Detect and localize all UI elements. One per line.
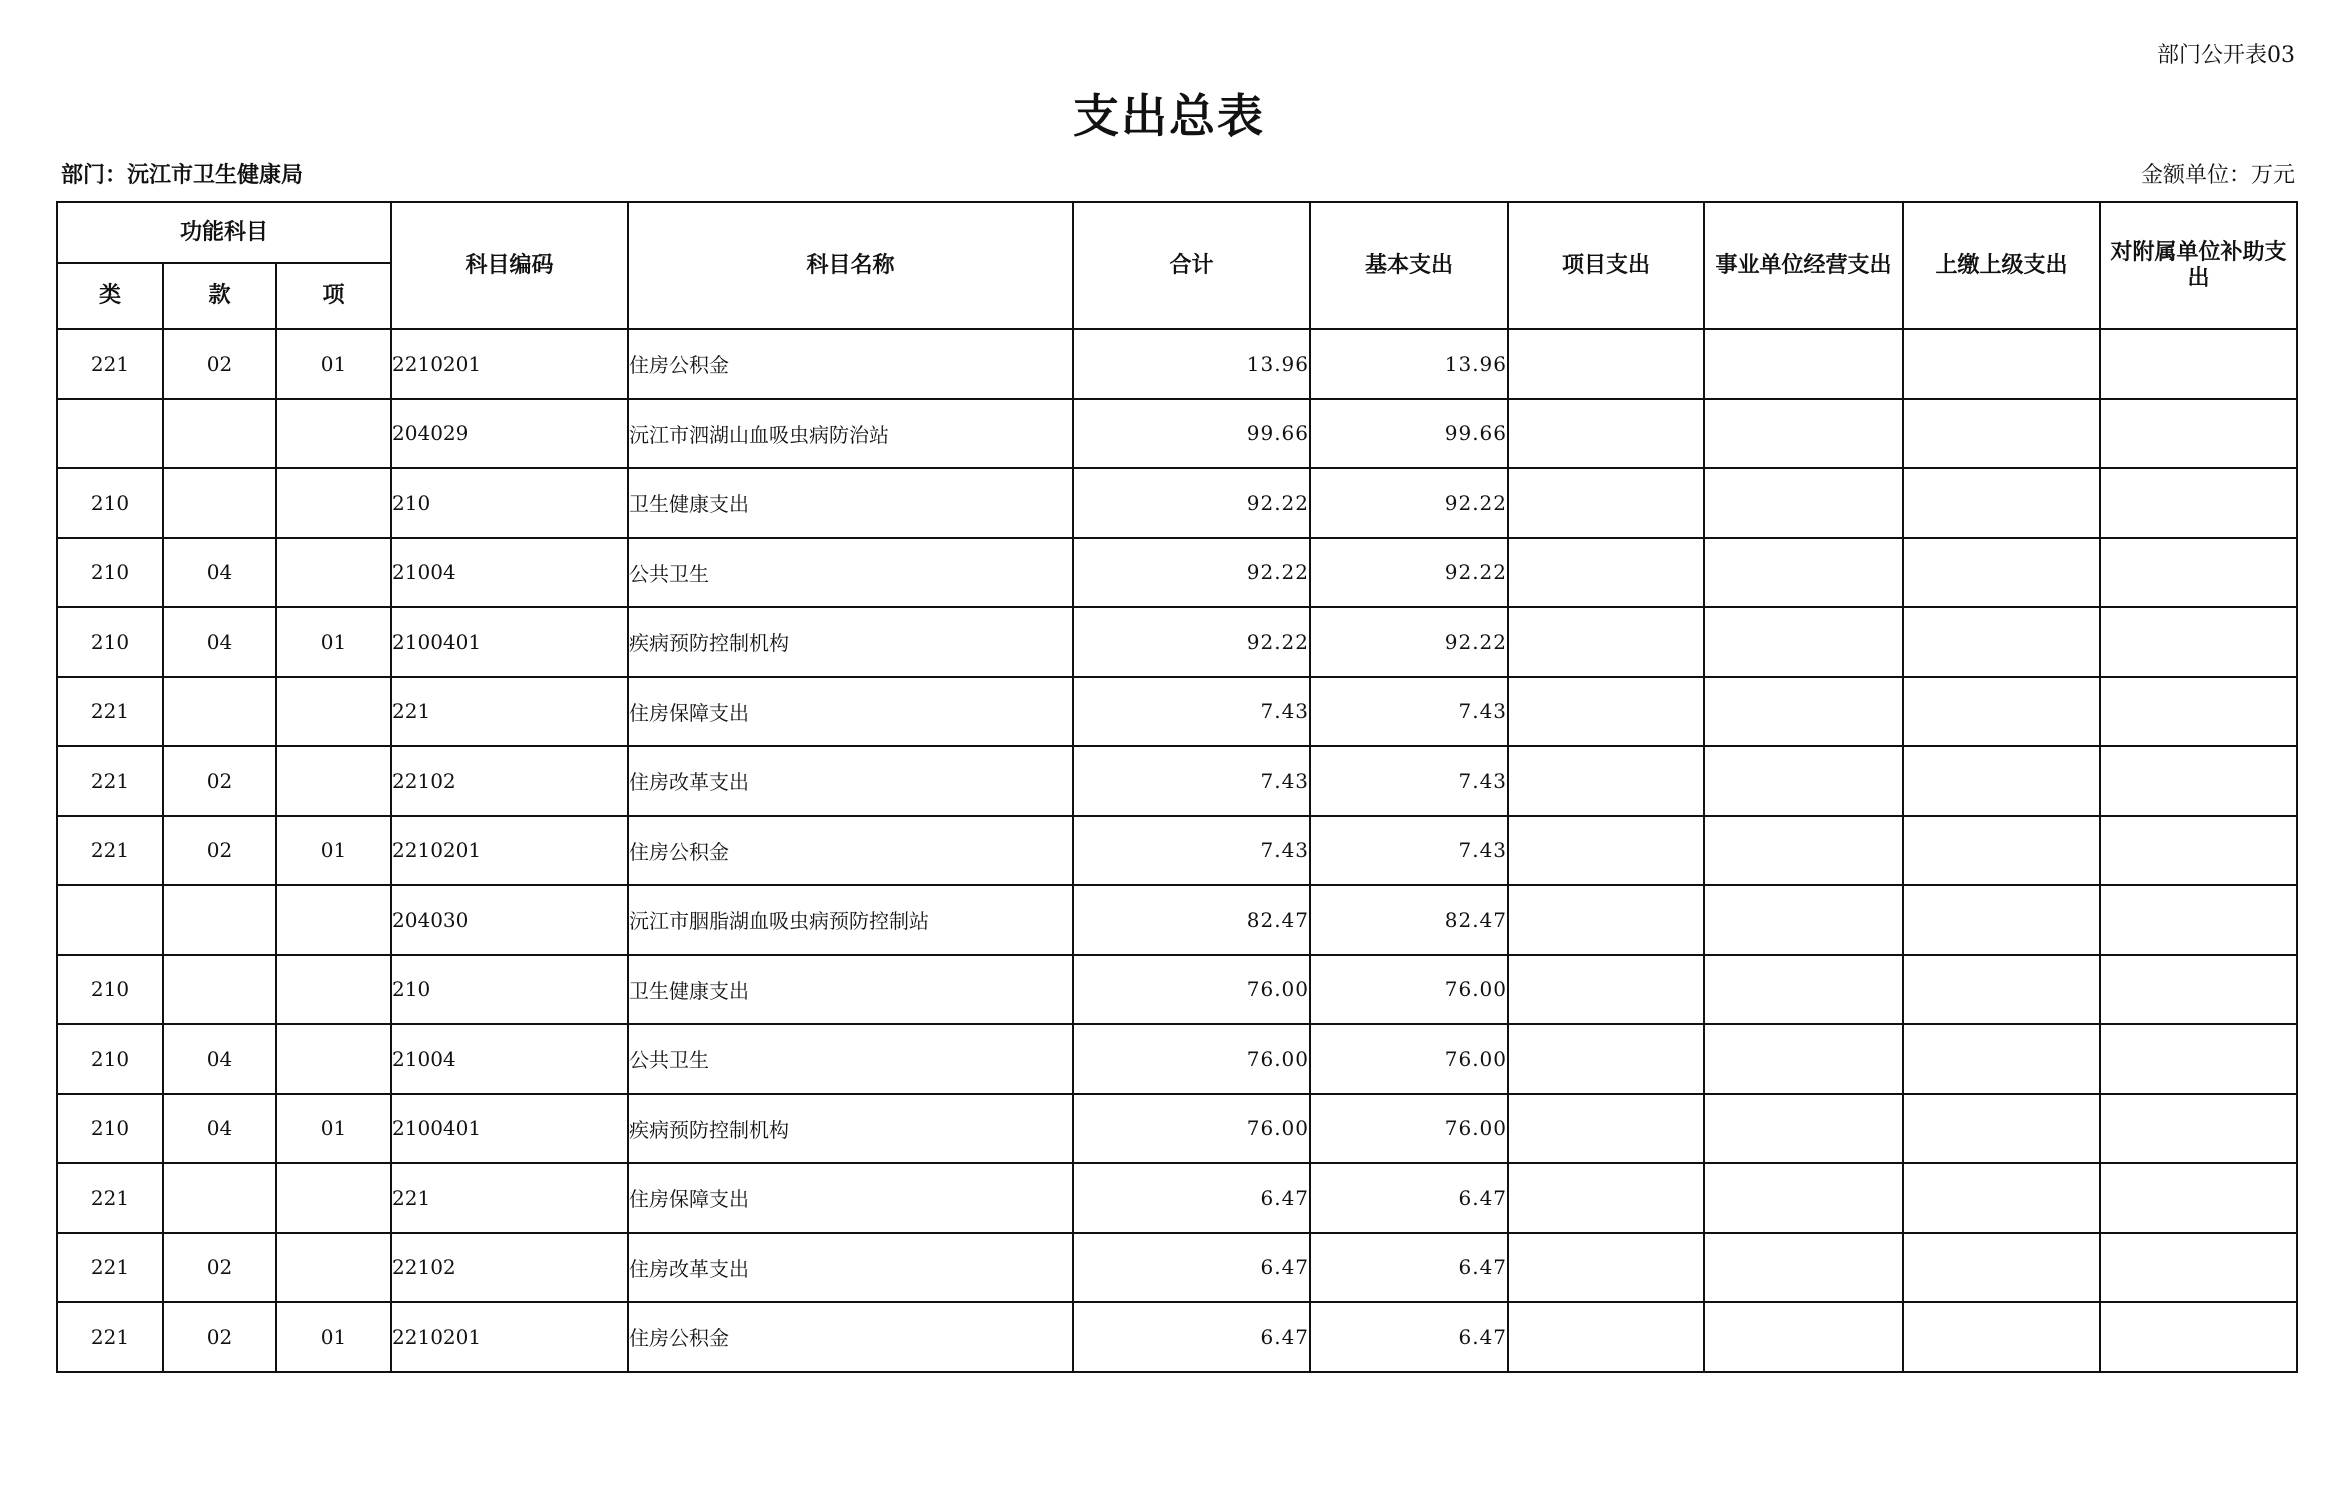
cell-total: 7.43 xyxy=(1073,677,1310,747)
cell-xiang xyxy=(276,538,391,608)
cell-total: 76.00 xyxy=(1073,955,1310,1025)
cell-kuan: 02 xyxy=(163,1233,276,1303)
cell-name: 沅江市胭脂湖血吸虫病预防控制站 xyxy=(628,885,1073,955)
cell-business xyxy=(1704,816,1903,886)
cell-upper xyxy=(1903,955,2100,1025)
table-row xyxy=(57,746,2297,816)
cell-business xyxy=(1704,468,1903,538)
page-title: 支出总表 xyxy=(1073,89,1265,143)
cell-project xyxy=(1508,885,1704,955)
cell-subsidy xyxy=(2100,677,2297,747)
header-upper: 上缴上级支出 xyxy=(1903,202,2100,329)
header-kuan: 款 xyxy=(163,263,276,329)
cell-kuan xyxy=(163,1163,276,1233)
cell-basic: 76.00 xyxy=(1310,955,1508,1025)
cell-name: 住房保障支出 xyxy=(628,1163,1073,1233)
table-row xyxy=(57,538,2297,608)
cell-business xyxy=(1704,1163,1903,1233)
cell-lei: 210 xyxy=(57,955,163,1025)
cell-project xyxy=(1508,1024,1704,1094)
cell-subsidy xyxy=(2100,538,2297,608)
cell-xiang: 01 xyxy=(276,1094,391,1164)
cell-code: 204030 xyxy=(391,885,628,955)
cell-basic: 6.47 xyxy=(1310,1163,1508,1233)
cell-lei: 210 xyxy=(57,468,163,538)
cell-upper xyxy=(1903,1163,2100,1233)
cell-basic: 7.43 xyxy=(1310,677,1508,747)
cell-upper xyxy=(1903,468,2100,538)
cell-project xyxy=(1508,746,1704,816)
table-row xyxy=(57,329,2297,399)
header-total: 合计 xyxy=(1073,202,1310,329)
cell-subsidy xyxy=(2100,329,2297,399)
cell-xiang xyxy=(276,1233,391,1303)
cell-xiang: 01 xyxy=(276,1302,391,1372)
cell-code: 2210201 xyxy=(391,1302,628,1372)
cell-kuan: 04 xyxy=(163,1094,276,1164)
expenditure-table xyxy=(56,201,2298,1373)
cell-basic: 6.47 xyxy=(1310,1233,1508,1303)
cell-name: 公共卫生 xyxy=(628,538,1073,608)
cell-lei xyxy=(57,885,163,955)
cell-project xyxy=(1508,1094,1704,1164)
table-row xyxy=(57,607,2297,677)
cell-name: 住房改革支出 xyxy=(628,746,1073,816)
cell-upper xyxy=(1903,677,2100,747)
cell-business xyxy=(1704,329,1903,399)
cell-basic: 99.66 xyxy=(1310,399,1508,469)
cell-name: 疾病预防控制机构 xyxy=(628,607,1073,677)
cell-subsidy xyxy=(2100,746,2297,816)
cell-kuan: 04 xyxy=(163,538,276,608)
cell-xiang xyxy=(276,677,391,747)
cell-name: 卫生健康支出 xyxy=(628,955,1073,1025)
cell-project xyxy=(1508,955,1704,1025)
cell-business xyxy=(1704,538,1903,608)
table-row xyxy=(57,1302,2297,1372)
cell-kuan xyxy=(163,468,276,538)
cell-lei: 221 xyxy=(57,1163,163,1233)
cell-kuan xyxy=(163,885,276,955)
cell-project xyxy=(1508,1233,1704,1303)
cell-code: 2210201 xyxy=(391,816,628,886)
cell-upper xyxy=(1903,1094,2100,1164)
cell-kuan: 02 xyxy=(163,1302,276,1372)
cell-lei: 221 xyxy=(57,1302,163,1372)
cell-business xyxy=(1704,677,1903,747)
cell-business xyxy=(1704,746,1903,816)
cell-upper xyxy=(1903,607,2100,677)
cell-lei: 210 xyxy=(57,1024,163,1094)
cell-total: 76.00 xyxy=(1073,1094,1310,1164)
cell-code: 2100401 xyxy=(391,1094,628,1164)
cell-lei: 221 xyxy=(57,1233,163,1303)
cell-total: 92.22 xyxy=(1073,468,1310,538)
cell-basic: 92.22 xyxy=(1310,607,1508,677)
table-row xyxy=(57,399,2297,469)
header-subsidy: 对附属单位补助支出 xyxy=(2100,202,2297,329)
table-body xyxy=(57,329,2297,1372)
cell-total: 99.66 xyxy=(1073,399,1310,469)
cell-code: 221 xyxy=(391,677,628,747)
cell-basic: 76.00 xyxy=(1310,1024,1508,1094)
cell-code: 21004 xyxy=(391,538,628,608)
cell-kuan xyxy=(163,677,276,747)
cell-project xyxy=(1508,677,1704,747)
cell-business xyxy=(1704,885,1903,955)
cell-subsidy xyxy=(2100,1094,2297,1164)
cell-name: 住房公积金 xyxy=(628,816,1073,886)
cell-business xyxy=(1704,1094,1903,1164)
cell-total: 7.43 xyxy=(1073,816,1310,886)
cell-basic: 82.47 xyxy=(1310,885,1508,955)
cell-lei: 221 xyxy=(57,677,163,747)
header-name: 科目名称 xyxy=(628,202,1073,329)
table-row xyxy=(57,885,2297,955)
cell-total: 6.47 xyxy=(1073,1163,1310,1233)
amount-unit-label: 金额单位：万元 xyxy=(2140,163,2295,188)
cell-kuan: 02 xyxy=(163,329,276,399)
cell-code: 210 xyxy=(391,955,628,1025)
cell-lei: 221 xyxy=(57,816,163,886)
cell-upper xyxy=(1903,816,2100,886)
cell-upper xyxy=(1903,1302,2100,1372)
cell-total: 92.22 xyxy=(1073,538,1310,608)
table-row xyxy=(57,677,2297,747)
cell-lei: 210 xyxy=(57,1094,163,1164)
cell-upper xyxy=(1903,399,2100,469)
cell-subsidy xyxy=(2100,885,2297,955)
cell-code: 22102 xyxy=(391,1233,628,1303)
cell-total: 92.22 xyxy=(1073,607,1310,677)
cell-project xyxy=(1508,816,1704,886)
cell-project xyxy=(1508,1302,1704,1372)
cell-code: 204029 xyxy=(391,399,628,469)
cell-kuan: 02 xyxy=(163,746,276,816)
cell-lei xyxy=(57,399,163,469)
cell-code: 221 xyxy=(391,1163,628,1233)
cell-subsidy xyxy=(2100,607,2297,677)
cell-kuan xyxy=(163,399,276,469)
cell-total: 6.47 xyxy=(1073,1233,1310,1303)
cell-business xyxy=(1704,1302,1903,1372)
cell-name: 住房公积金 xyxy=(628,1302,1073,1372)
cell-name: 卫生健康支出 xyxy=(628,468,1073,538)
cell-name: 沅江市泗湖山血吸虫病防治站 xyxy=(628,399,1073,469)
cell-basic: 76.00 xyxy=(1310,1094,1508,1164)
cell-business xyxy=(1704,607,1903,677)
table-row xyxy=(57,468,2297,538)
cell-project xyxy=(1508,468,1704,538)
cell-xiang: 01 xyxy=(276,607,391,677)
cell-xiang xyxy=(276,1024,391,1094)
cell-code: 2100401 xyxy=(391,607,628,677)
cell-lei: 221 xyxy=(57,329,163,399)
header-basic: 基本支出 xyxy=(1310,202,1508,329)
cell-subsidy xyxy=(2100,816,2297,886)
cell-kuan: 04 xyxy=(163,607,276,677)
cell-basic: 7.43 xyxy=(1310,816,1508,886)
cell-xiang xyxy=(276,885,391,955)
cell-subsidy xyxy=(2100,468,2297,538)
form-number: 部门公开表03 xyxy=(2157,43,2295,68)
cell-kuan xyxy=(163,955,276,1025)
cell-kuan: 04 xyxy=(163,1024,276,1094)
cell-subsidy xyxy=(2100,1163,2297,1233)
cell-total: 76.00 xyxy=(1073,1024,1310,1094)
cell-kuan: 02 xyxy=(163,816,276,886)
header-func-group: 功能科目 xyxy=(57,202,391,263)
cell-business xyxy=(1704,1233,1903,1303)
cell-basic: 6.47 xyxy=(1310,1302,1508,1372)
cell-code: 210 xyxy=(391,468,628,538)
header-business: 事业单位经营支出 xyxy=(1704,202,1903,329)
cell-xiang xyxy=(276,399,391,469)
cell-basic: 92.22 xyxy=(1310,538,1508,608)
cell-xiang: 01 xyxy=(276,329,391,399)
cell-basic: 7.43 xyxy=(1310,746,1508,816)
header-code: 科目编码 xyxy=(391,202,628,329)
cell-subsidy xyxy=(2100,1024,2297,1094)
cell-business xyxy=(1704,399,1903,469)
cell-name: 住房改革支出 xyxy=(628,1233,1073,1303)
department-label: 部门：沅江市卫生健康局 xyxy=(61,163,304,188)
cell-subsidy xyxy=(2100,1233,2297,1303)
cell-project xyxy=(1508,399,1704,469)
cell-code: 22102 xyxy=(391,746,628,816)
cell-subsidy xyxy=(2100,1302,2297,1372)
cell-total: 6.47 xyxy=(1073,1302,1310,1372)
cell-total: 7.43 xyxy=(1073,746,1310,816)
cell-project xyxy=(1508,607,1704,677)
table-row xyxy=(57,1163,2297,1233)
cell-upper xyxy=(1903,1024,2100,1094)
header-project: 项目支出 xyxy=(1508,202,1704,329)
header-xiang: 项 xyxy=(276,263,391,329)
cell-subsidy xyxy=(2100,955,2297,1025)
table-row xyxy=(57,1094,2297,1164)
table-header xyxy=(57,202,2297,329)
cell-subsidy xyxy=(2100,399,2297,469)
cell-project xyxy=(1508,329,1704,399)
cell-upper xyxy=(1903,746,2100,816)
cell-xiang xyxy=(276,468,391,538)
cell-code: 21004 xyxy=(391,1024,628,1094)
table-row xyxy=(57,1233,2297,1303)
cell-total: 13.96 xyxy=(1073,329,1310,399)
cell-business xyxy=(1704,1024,1903,1094)
cell-project xyxy=(1508,538,1704,608)
cell-name: 疾病预防控制机构 xyxy=(628,1094,1073,1164)
cell-upper xyxy=(1903,885,2100,955)
cell-project xyxy=(1508,1163,1704,1233)
table-row xyxy=(57,1024,2297,1094)
cell-name: 住房保障支出 xyxy=(628,677,1073,747)
cell-basic: 92.22 xyxy=(1310,468,1508,538)
cell-lei: 221 xyxy=(57,746,163,816)
cell-xiang: 01 xyxy=(276,816,391,886)
cell-basic: 13.96 xyxy=(1310,329,1508,399)
cell-upper xyxy=(1903,1233,2100,1303)
cell-lei: 210 xyxy=(57,538,163,608)
cell-xiang xyxy=(276,1163,391,1233)
cell-name: 公共卫生 xyxy=(628,1024,1073,1094)
cell-code: 2210201 xyxy=(391,329,628,399)
cell-xiang xyxy=(276,955,391,1025)
cell-upper xyxy=(1903,538,2100,608)
table-row xyxy=(57,955,2297,1025)
cell-business xyxy=(1704,955,1903,1025)
header-lei: 类 xyxy=(57,263,163,329)
cell-total: 82.47 xyxy=(1073,885,1310,955)
cell-name: 住房公积金 xyxy=(628,329,1073,399)
cell-xiang xyxy=(276,746,391,816)
cell-upper xyxy=(1903,329,2100,399)
table-row xyxy=(57,816,2297,886)
cell-lei: 210 xyxy=(57,607,163,677)
